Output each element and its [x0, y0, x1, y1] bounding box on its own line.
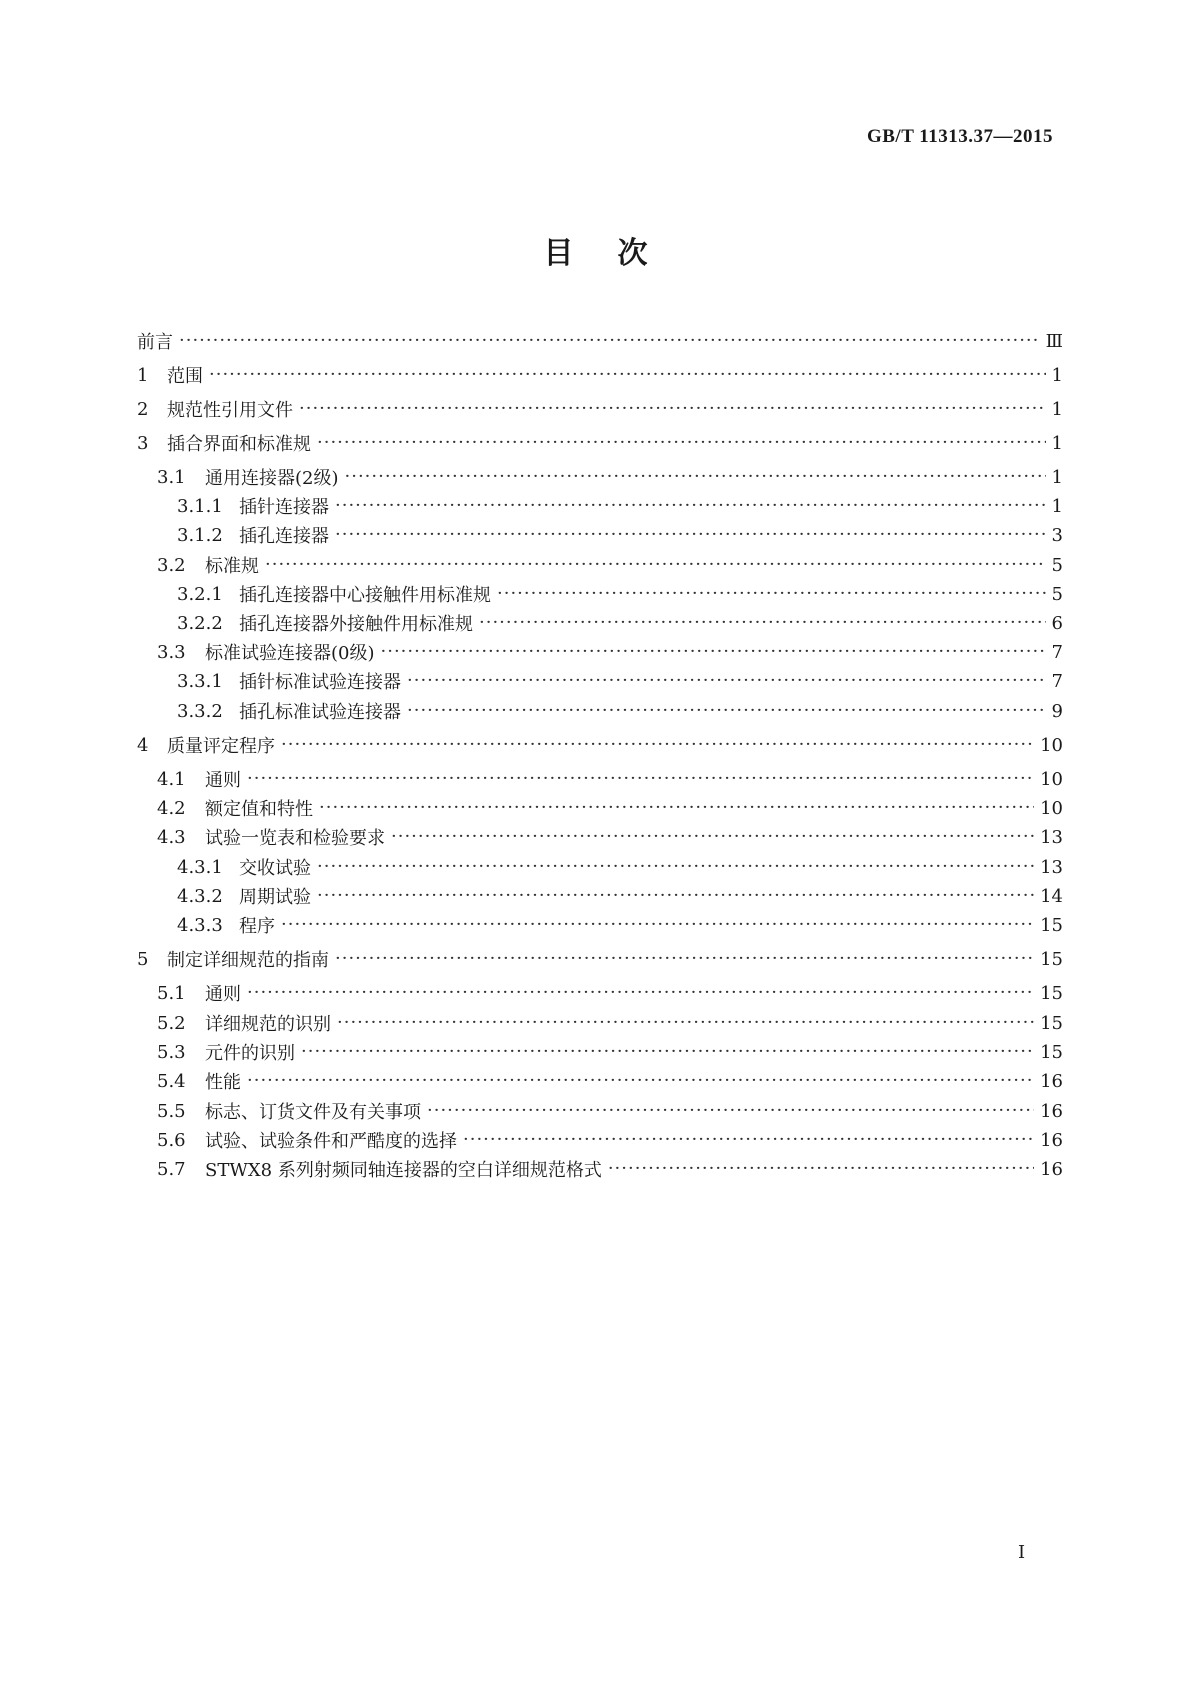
- toc-entry-number: 3.2.1: [177, 583, 223, 605]
- toc-entry-label: 周期试验: [239, 887, 311, 908]
- toc-entry-page: 10: [1040, 734, 1063, 756]
- toc-entry-page: 14: [1040, 885, 1063, 907]
- toc-entry-page: 5: [1051, 583, 1063, 605]
- toc-entry-page: 1: [1051, 466, 1063, 488]
- toc-entry-number: 3.1: [157, 466, 186, 488]
- dot-leader: [281, 914, 1034, 936]
- toc-entry-label: 标准规: [205, 556, 259, 577]
- toc-entry-number: 3.2.2: [177, 612, 223, 634]
- toc-entry[interactable]: [137, 1155, 1063, 1183]
- dot-leader: [381, 641, 1046, 663]
- toc-entry[interactable]: [137, 823, 1063, 851]
- dot-leader: [317, 432, 1046, 454]
- toc-entry-label: 试验一览表和检验要求: [205, 828, 385, 849]
- toc-entry-page: 3: [1051, 524, 1063, 546]
- toc-entry-label: 规范性引用文件: [167, 400, 293, 421]
- toc-entry-page: 16: [1040, 1158, 1063, 1180]
- toc-entry[interactable]: [137, 667, 1063, 695]
- dot-leader: [608, 1158, 1034, 1180]
- toc-entry-number: 2: [137, 398, 149, 420]
- toc-entry-label: 质量评定程序: [167, 736, 275, 757]
- toc-entry-number: 5.1: [157, 982, 186, 1004]
- page-number: I: [1018, 1542, 1026, 1563]
- toc-entry[interactable]: [137, 327, 1063, 355]
- toc-entry-page: 15: [1040, 948, 1063, 970]
- toc-entry-label: 插孔连接器: [239, 526, 329, 547]
- toc-entry-page: 15: [1040, 914, 1063, 936]
- toc-entry-page: 1: [1051, 495, 1063, 517]
- toc-entry-label: 试验、试验条件和严酷度的选择: [205, 1131, 457, 1152]
- toc-entry-number: 3.3.2: [177, 700, 223, 722]
- toc-entry-page: 15: [1040, 982, 1063, 1004]
- toc-entry-label: 前言: [137, 332, 173, 353]
- toc-entry-number: 3.3: [157, 641, 186, 663]
- toc-entry-page: 7: [1051, 641, 1063, 663]
- dot-leader: [247, 768, 1034, 790]
- toc-entry-label: 通则: [205, 770, 241, 791]
- toc-entry-number: 5.7: [157, 1158, 186, 1180]
- toc-entry-page: 15: [1040, 1012, 1063, 1034]
- toc-entry-page: 1: [1051, 398, 1063, 420]
- dot-leader: [407, 670, 1046, 692]
- toc-entry-number: 3.1.1: [177, 495, 223, 517]
- toc-entry-label: 制定详细规范的指南: [167, 950, 329, 971]
- dot-leader: [319, 797, 1034, 819]
- dot-leader: [391, 826, 1034, 848]
- toc-entry[interactable]: [137, 1009, 1063, 1037]
- toc-entry-page: 16: [1040, 1070, 1063, 1092]
- toc-entry[interactable]: [137, 731, 1063, 759]
- dot-leader: [281, 734, 1034, 756]
- dot-leader: [345, 466, 1046, 488]
- dot-leader: [209, 364, 1046, 386]
- toc-entry-label: 程序: [239, 916, 275, 937]
- toc-entry-number: 4.3.1: [177, 856, 223, 878]
- toc-entry-label: 通则: [205, 984, 241, 1005]
- toc-entry-number: 5.4: [157, 1070, 186, 1092]
- toc-entry-number: 3.3.1: [177, 670, 223, 692]
- dot-leader: [463, 1129, 1034, 1151]
- toc-entry-label: 标准试验连接器(0级): [205, 643, 375, 664]
- dot-leader: [247, 1070, 1034, 1092]
- toc-entry[interactable]: [137, 429, 1063, 457]
- toc-entry-page: 13: [1040, 856, 1063, 878]
- dot-leader: [337, 1012, 1034, 1034]
- toc-entry-number: 5.5: [157, 1100, 186, 1122]
- toc-entry-number: 1: [137, 364, 149, 386]
- toc-entry[interactable]: [137, 1097, 1063, 1125]
- toc-entry-number: 4: [137, 734, 149, 756]
- toc-entry[interactable]: [137, 521, 1063, 549]
- toc-entry-number: 4.2: [157, 797, 186, 819]
- document-id: GB/T 11313.37—2015: [866, 126, 1053, 147]
- toc-entry-number: 4.1: [157, 768, 186, 790]
- toc-entry[interactable]: [137, 551, 1063, 579]
- toc-entry[interactable]: [137, 580, 1063, 608]
- toc-entry-label: STWX8 系列射频同轴连接器的空白详细规范格式: [205, 1160, 602, 1181]
- toc-entry-number: 3.1.2: [177, 524, 223, 546]
- toc-entry-label: 元件的识别: [205, 1043, 295, 1064]
- toc-entry-number: 3: [137, 432, 149, 454]
- toc-entry[interactable]: [137, 697, 1063, 725]
- toc-entry-label: 插孔连接器外接触件用标准规: [239, 614, 473, 635]
- toc-entry-page: 1: [1051, 364, 1063, 386]
- toc-entry-label: 插孔连接器中心接触件用标准规: [239, 585, 491, 606]
- toc-entry-label: 通用连接器(2级): [205, 468, 339, 489]
- toc-entry-page: 15: [1040, 1041, 1063, 1063]
- toc-entry-number: 4.3: [157, 826, 186, 848]
- toc-entry[interactable]: [137, 1126, 1063, 1154]
- toc-entry[interactable]: [137, 945, 1063, 973]
- toc-entry-page: 7: [1051, 670, 1063, 692]
- toc-entry-label: 插针标准试验连接器: [239, 672, 401, 693]
- toc-entry-page: 16: [1040, 1100, 1063, 1122]
- toc-entry-label: 标志、订货文件及有关事项: [205, 1102, 421, 1123]
- toc-entry-page: Ⅲ: [1045, 330, 1063, 352]
- dot-leader: [247, 982, 1034, 1004]
- toc-entry-number: 4.3.2: [177, 885, 223, 907]
- dot-leader: [265, 554, 1046, 576]
- toc-entry-label: 插针连接器: [239, 497, 329, 518]
- toc-entry[interactable]: [137, 463, 1063, 491]
- toc-entry-label: 交收试验: [239, 858, 311, 879]
- toc-entry-number: 5.6: [157, 1129, 186, 1151]
- toc-entry-number: 4.3.3: [177, 914, 223, 936]
- toc-entry-label: 插合界面和标准规: [167, 434, 311, 455]
- toc-entry[interactable]: [137, 638, 1063, 666]
- dot-leader: [479, 612, 1046, 634]
- toc-entry-page: 6: [1051, 612, 1063, 634]
- dot-leader: [335, 495, 1046, 517]
- toc-entry-page: 9: [1051, 700, 1063, 722]
- page-title: 目次: [543, 236, 692, 271]
- toc-entry-label: 插孔标准试验连接器: [239, 702, 401, 723]
- dot-leader: [317, 885, 1034, 907]
- toc-entry-label: 性能: [205, 1072, 241, 1093]
- dot-leader: [335, 948, 1034, 970]
- toc-entry[interactable]: [137, 979, 1063, 1007]
- dot-leader: [179, 330, 1040, 352]
- toc-entry-page: 10: [1040, 768, 1063, 790]
- toc-entry[interactable]: [137, 361, 1063, 389]
- dot-leader: [427, 1100, 1034, 1122]
- toc-entry-label: 额定值和特性: [205, 799, 313, 820]
- toc-entry-number: 5.2: [157, 1012, 186, 1034]
- toc-entry-number: 3.2: [157, 554, 186, 576]
- toc-entry-page: 5: [1051, 554, 1063, 576]
- dot-leader: [301, 1041, 1034, 1063]
- toc-entry-page: 10: [1040, 797, 1063, 819]
- toc-entry-page: 13: [1040, 826, 1063, 848]
- toc-entry[interactable]: [137, 853, 1063, 881]
- toc-entry-page: 1: [1051, 432, 1063, 454]
- toc-entry[interactable]: [137, 765, 1063, 793]
- toc-entry-number: 5.3: [157, 1041, 186, 1063]
- toc-entry-label: 范围: [167, 366, 203, 387]
- toc-entry[interactable]: [137, 882, 1063, 910]
- toc-entry[interactable]: [137, 395, 1063, 423]
- toc-entry-number: 5: [137, 948, 149, 970]
- toc-entry-page: 16: [1040, 1129, 1063, 1151]
- toc-entry[interactable]: [137, 609, 1063, 637]
- dot-leader: [335, 524, 1046, 546]
- toc-entry[interactable]: [137, 911, 1063, 939]
- toc-entry[interactable]: [137, 1038, 1063, 1066]
- dot-leader: [497, 583, 1046, 605]
- dot-leader: [299, 398, 1046, 420]
- toc-entry[interactable]: [137, 492, 1063, 520]
- dot-leader: [407, 700, 1046, 722]
- toc-entry-label: 详细规范的识别: [205, 1014, 331, 1035]
- dot-leader: [317, 856, 1034, 878]
- toc-entry[interactable]: [137, 794, 1063, 822]
- toc-entry[interactable]: [137, 1067, 1063, 1095]
